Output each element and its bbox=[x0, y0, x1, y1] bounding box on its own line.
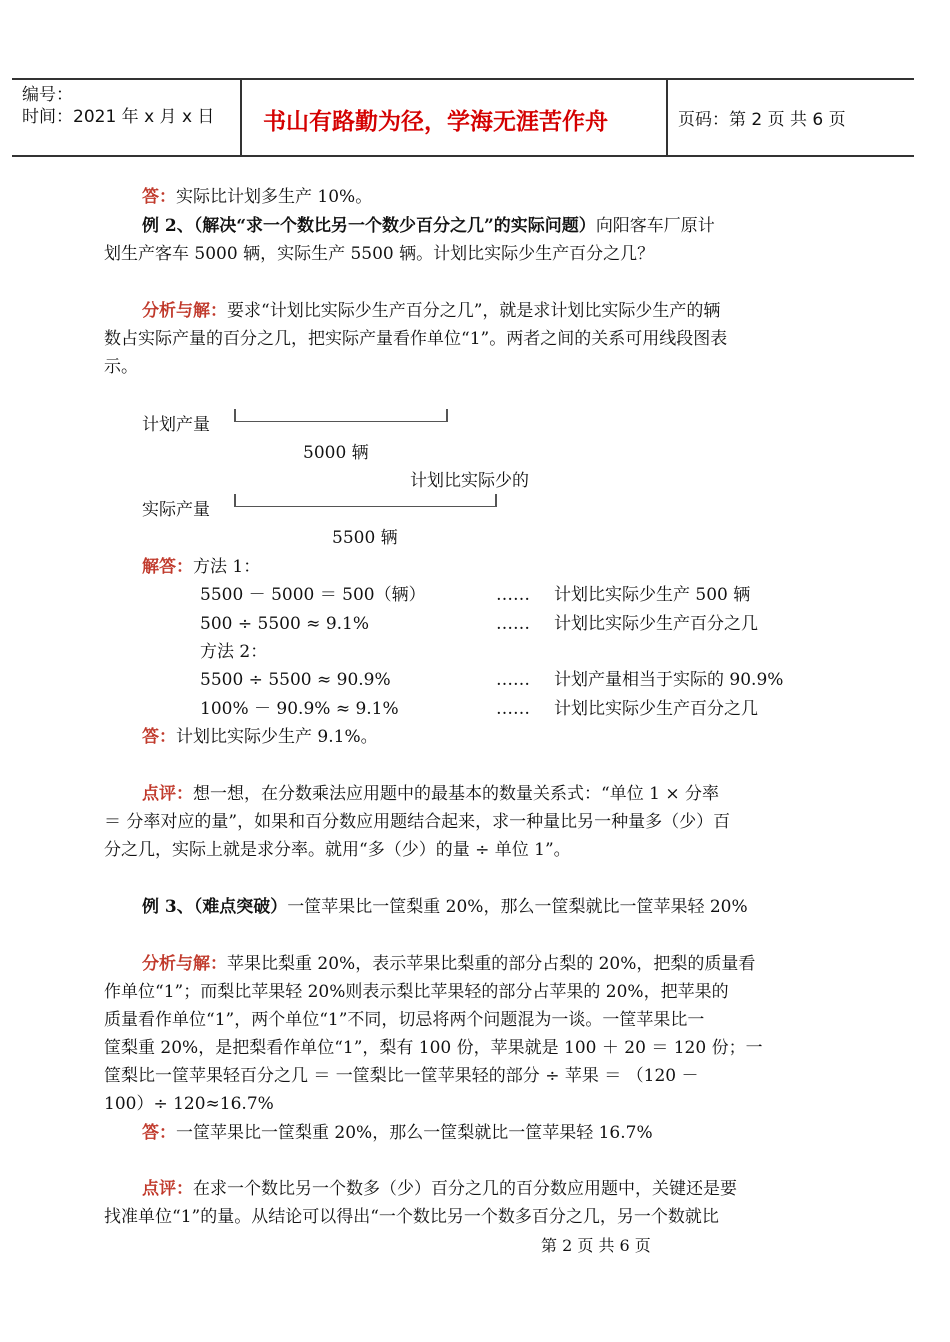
footer-page-number: 第 2 页 共 6 页 bbox=[541, 1236, 651, 1255]
header-bottom-border bbox=[12, 155, 914, 157]
calc-3: 5500 ÷ 5500 ≈ 90.9% bbox=[200, 670, 391, 690]
method-1-label: 方法 1： bbox=[193, 557, 261, 577]
plan-segment bbox=[234, 421, 447, 422]
comment-1-line-1 bbox=[142, 780, 719, 808]
diagram-diff-label: 计划比实际少的 bbox=[410, 471, 529, 491]
header-divider-left bbox=[240, 78, 242, 156]
comment-label: 点评： bbox=[142, 1179, 193, 1199]
answer-label: 答： bbox=[142, 1123, 176, 1143]
example-3-text: 一筐苹果比一筐梨重 20%，那么一筐梨就比一筐苹果轻 20% bbox=[287, 897, 748, 917]
example-3-label: 例 3、（难点突破） bbox=[142, 897, 288, 917]
analysis-1-line-1 bbox=[142, 297, 720, 325]
analysis-2-text-1: 苹果比梨重 20%，表示苹果比梨重的部分占梨的 20%，把梨的质量看 bbox=[227, 954, 756, 974]
solution-header bbox=[142, 553, 260, 581]
analysis-1-line-3: 示。 bbox=[104, 357, 138, 377]
analysis-2-line-3: 质量看作单位“1”，两个单位“1”不同，切忌将两个问题混为一谈。一筐苹果比一 bbox=[104, 1010, 705, 1030]
comment-label: 点评： bbox=[142, 784, 193, 804]
example-3 bbox=[142, 893, 748, 921]
actual-segment bbox=[234, 506, 496, 507]
answer-1 bbox=[142, 183, 372, 211]
analysis-2-line-5: 筐梨比一筐苹果轻百分之几 ＝ 一筐梨比一筐苹果轻的部分 ÷ 苹果 ＝ （120 － bbox=[104, 1066, 699, 1086]
comment-2-line-1 bbox=[142, 1175, 737, 1203]
analysis-2-line-4: 筐梨重 20%，是把梨看作单位“1”，梨有 100 份，苹果就是 100 ＋ 20 ＝ 120 份；一 bbox=[104, 1038, 763, 1058]
diagram-plan-label: 计划产量 bbox=[142, 415, 210, 435]
solution-label: 解答： bbox=[142, 557, 193, 577]
answer-3 bbox=[142, 1119, 653, 1147]
header-motto: 书山有路勤为径，学海无涯苦作舟 bbox=[263, 109, 608, 135]
diagram-actual-label: 实际产量 bbox=[142, 500, 210, 520]
actual-segment-right-tick bbox=[495, 494, 497, 507]
analysis-1-text-1: 要求“计划比实际少生产百分之几”，就是求计划比实际少生产的辆 bbox=[227, 301, 721, 321]
analysis-label: 分析与解： bbox=[142, 954, 227, 974]
header-time: 时间：2021 年 x 月 x 日 bbox=[22, 107, 215, 127]
answer-2-text: 计划比实际少生产 9.1%。 bbox=[176, 727, 378, 747]
analysis-2-line-2: 作单位“1”；而梨比苹果轻 20%则表示梨比苹果轻的部分占苹果的 20%，把苹果的 bbox=[104, 982, 729, 1002]
method-2-label: 方法 2： bbox=[200, 642, 268, 662]
example-2-line-1 bbox=[142, 212, 715, 240]
comment-1-line-3: 分之几，实际上就是求分率。就用“多（少）的量 ÷ 单位 1”。 bbox=[104, 840, 571, 860]
analysis-2-line-6: 100）÷ 120≈16.7% bbox=[104, 1094, 274, 1114]
header-serial: 编号： bbox=[22, 85, 73, 105]
plan-segment-right-tick bbox=[446, 409, 448, 422]
comment-1-text-1: 想一想，在分数乘法应用题中的最基本的数量关系式：“单位 1 × 分率 bbox=[193, 784, 719, 804]
example-2-line-2: 划生产客车 5000 辆，实际生产 5500 辆。计划比实际少生产百分之几？ bbox=[104, 244, 655, 264]
comment-2-line-2: 找准单位“1”的量。从结论可以得出“一个数比另一个数多百分之几，另一个数就比 bbox=[104, 1207, 719, 1227]
diagram-plan-value: 5000 辆 bbox=[303, 443, 369, 463]
header-divider-right bbox=[666, 78, 668, 156]
calc-1: 5500 － 5000 ＝ 500（辆） bbox=[200, 585, 426, 605]
answer-label: 答： bbox=[142, 727, 176, 747]
answer-label: 答： bbox=[142, 187, 176, 207]
example-2-label: 例 2、（解决“求一个数比另一个数少百分之几”的实际问题） bbox=[142, 216, 596, 236]
header-page: 页码：第 2 页 共 6 页 bbox=[678, 110, 846, 130]
comment-1-line-2: ＝ 分率对应的量”，如果和百分数应用题结合起来，求一种量比另一种量多（少）百 bbox=[104, 812, 731, 832]
answer-3-text: 一筐苹果比一筐梨重 20%，那么一筐梨就比一筐苹果轻 16.7% bbox=[176, 1123, 653, 1143]
analysis-label: 分析与解： bbox=[142, 301, 227, 321]
analysis-1-line-2: 数占实际产量的百分之几，把实际产量看作单位“1”。两者之间的关系可用线段图表 bbox=[104, 329, 728, 349]
calc-3-dots: …… bbox=[496, 670, 530, 690]
calc-4-note: 计划比实际少生产百分之几 bbox=[554, 699, 758, 719]
diagram-actual-value: 5500 辆 bbox=[332, 528, 398, 548]
answer-2 bbox=[142, 723, 378, 751]
answer-1-text: 实际比计划多生产 10%。 bbox=[176, 187, 373, 207]
calc-1-note: 计划比实际少生产 500 辆 bbox=[554, 585, 751, 605]
calc-4: 100% － 90.9% ≈ 9.1% bbox=[200, 699, 399, 719]
calc-2-dots: …… bbox=[496, 614, 530, 634]
example-2-text-1: 向阳客车厂原计 bbox=[595, 216, 715, 236]
calc-3-note: 计划产量相当于实际的 90.9% bbox=[554, 670, 784, 690]
calc-1-dots: …… bbox=[496, 585, 530, 605]
calc-2-note: 计划比实际少生产百分之几 bbox=[554, 614, 758, 634]
calc-2: 500 ÷ 5500 ≈ 9.1% bbox=[200, 614, 370, 634]
comment-2-text-1: 在求一个数比另一个数多（少）百分之几的百分数应用题中，关键还是要 bbox=[193, 1179, 737, 1199]
calc-4-dots: …… bbox=[496, 699, 530, 719]
header-top-border bbox=[12, 78, 914, 80]
analysis-2-line-1 bbox=[142, 950, 755, 978]
